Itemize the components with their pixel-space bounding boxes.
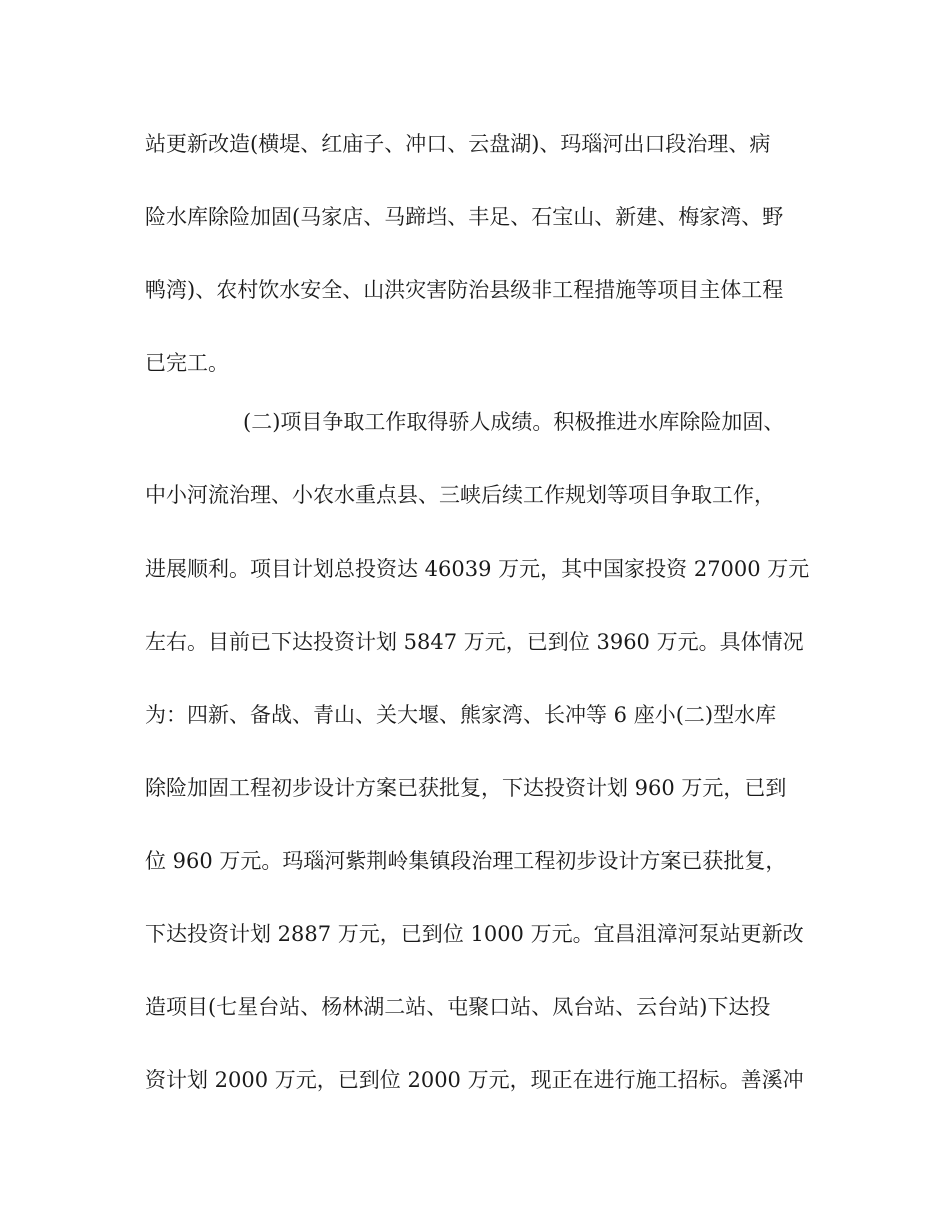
paragraph-line: 中小河流治理、小农水重点县、三峡后续工作规划等项目争取工作， <box>145 483 775 507</box>
paragraph-line: 为：四新、备战、青山、关大堰、熊家湾、长冲等 6 座小(二)型水库 <box>145 703 777 727</box>
paragraph-line: 已完工。 <box>145 351 229 375</box>
paragraph-line: 下达投资计划 2887 万元，已到位 1000 万元。宜昌沮漳河泵站更新改 <box>145 922 804 946</box>
paragraph-line: 除险加固工程初步设计方案已获批复，下达投资计划 960 万元，已到 <box>145 776 787 800</box>
paragraph-line: 资计划 2000 万元，已到位 2000 万元，现正在进行施工招标。善溪冲 <box>145 1068 804 1092</box>
section-heading-line: (二)项目争取工作取得骄人成绩。积极推进水库除险加固、 <box>243 410 785 434</box>
paragraph-line: 位 960 万元。玛瑙河紫荆岭集镇段治理工程初步设计方案已获批复， <box>145 849 787 873</box>
paragraph-line: 进展顺利。项目计划总投资达 46039 万元，其中国家投资 27000 万元 <box>145 557 810 581</box>
paragraph-line: 险水库除险加固(马家店、马蹄垱、丰足、石宝山、新建、梅家湾、野 <box>145 205 784 229</box>
paragraph-line: 站更新改造(横堤、红庙子、冲口、云盘湖)、玛瑙河出口段治理、病 <box>145 132 771 156</box>
paragraph-line: 左右。目前已下达投资计划 5847 万元，已到位 3960 万元。具体情况 <box>145 630 804 654</box>
paragraph-line: 鸭湾)、农村饮水安全、山洪灾害防治县级非工程措施等项目主体工程 <box>145 278 784 302</box>
paragraph-line: 造项目(七星台站、杨林湖二站、屯聚口站、凤台站、云台站)下达投 <box>145 995 771 1019</box>
